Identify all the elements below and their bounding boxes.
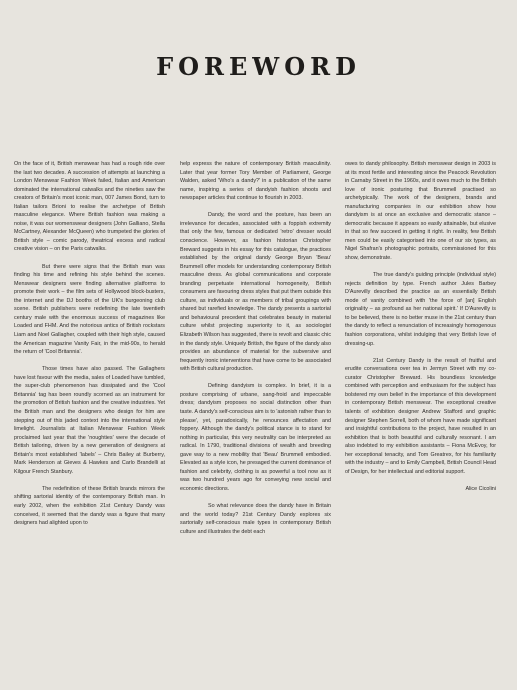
- paragraph: 21st Century Dandy is the result of fruitful and erudite conversations over tea in Jermyn Street with my co-curator Christopher Breward. His boundless knowledge combined with perception and enthusiasm for the subject has bolstered my own belief in the importance of this development in contemporary British menswear. The exceptional creative talents of exhibition designer Andrew Stafford and graphic designer Stephen Sorrell, both of whom have made significant and insightful contributions to the project, have resulted in an exhibition that is both beautiful and culturally resonant. I am also indebted to my exhibition assistants – Fiona McEvoy, for her exceptional tenacity, and Tom Greatrex, for his familiarity with the industry – and to Emily Campbell, British Council Head of Design, for her intellectual and editorial support.: [345, 357, 496, 475]
- text-column-1: [14, 160, 165, 536]
- paragraph: owes to dandy philosophy. British menswear design in 2003 is at its most fertile and interesting since the Peacock Revolution in Carnaby Street in the 1960s, and it owes much to the British love of ironic posturing that Brummell practised so archetypically. The work of the designers, brands and manufacturing companies in our exhibition show how dandyism is at once an exclusive and democratic stance – democratic because it appears so easily attainable, but elusive in that so few succeed in getting it right. In reality, few British men could be easily categorised into one of our six types, as Nigel Shafran's photographic portraits, commissioned for this show, demonstrate.: [345, 161, 496, 262]
- author-signature: Alice Cicolini: [465, 485, 496, 492]
- paragraph: Those times have also passed. The Gallaghers have lost favour with the media, sales of Loaded have tumbled, the super-club phenomenon has dissipated and the 'Cool Britannia' tag has been roundly scorned as an instrument for the promotion of British fashion and the creative industries. Yet the British man and the designers who design for him are stepping out of this jaded context into the international style limelight. Journalists at Italian Menswear Fashion Week proclaimed last year that the 'noughties' were the decade of British tailoring, driven by a new generation of designers at Britain's most established 'labels' – Chris Bailey at Burberry, Mark Henderson at Gieves & Hawkes and Carlo Brandelli at Kilgour French Stanbury.: [14, 366, 165, 475]
- paragraph: So what relevance does the dandy have in Britain and the world today? 21st Century Dandy explores six sartorially self-conscious male types in contemporary British culture and illustrates the debt each: [180, 503, 331, 535]
- text-column-3: [345, 160, 496, 502]
- paragraph: Dandy, the word and the posture, has been an irrelevance for decades, associated with a foppish extremity that only the few, famous or dedicated 'retro' dresser would conscience. However, as fashion historian Christopher Breward suggests in his essay for this catalogue, the practices established by the original dandy George Bryan 'Beau' Brummell offer models for understanding contemporary British masculine dress. As global communications and corporate branding perpetuate international homogeneity, British consumers are favouring dress styles that put them outside this culture, as individuals or as members of tribal groupings with shared but rarefied knowledge. The dandy presents a sartorial and behavioural precedent that celebrates beauty in material culture whilst projecting superiority to it, as sociologist Elizabeth Wilson has suggested, there is revolt and classic chic in the dandy style. Uniquely British, the figure of the dandy also provides an abundance of material for the subversive and frequently ironic interventions that have come to be associated with British cultural production.: [180, 212, 332, 373]
- paragraph: help express the nature of contemporary British masculinity. Later that year former Tory Member of Parliament, George Walden, asked 'Who's a dandy?' in a publication of the same name, inspiring a series of dandyish fashion shoots and newspaper articles that continue to flourish in 2003.: [180, 161, 331, 202]
- page-title: FOREWORD: [156, 52, 361, 81]
- paragraph: On the face of it, British menswear has had a rough ride over the last two decades. A succession of attempts at launching a London Menswear Fashion Week failed, Italian and American dominated the international catwalks and the nineties saw the creators of Britain's most iconic man, 007 James Bond, turn to Italian tailors Brioni to realise the archetype of British masculine elegance. Where British fashion was making a noise, it was our womenswear designers (John Galliano, Stella McCartney, Alexander McQueen) who trumpeted the glories of British style – comic parody, theatrical excess and radical creative vision – on the Paris catwalks.: [14, 161, 165, 253]
- paragraph: The true dandy's guiding principle (individual style) rejects definition by type. French author Jules Barbey D'Aurevilly described the practice as an essentially British mode of vanity combined with 'the force of [an] English originality – as profound as her national spirit.' If D'Aurevilly is to be believed, there is no better muse in the 21st century than the dandy to reflect a renunciation of increasingly homogenous fashion corporations, whilst indulging that very British love of dressing-up.: [345, 272, 496, 347]
- text-column-2: [180, 160, 331, 545]
- paragraph: The redefinition of these British brands mirrors the shifting sartorial identity of the contemporary British man. In early 2002, when the exhibition 21st Century Dandy was conceived, it seemed that the dandy was a figure that many designers had alighted upon to: [14, 485, 165, 527]
- paragraph: But there were signs that the British man was finding his time and refining his style behind the scenes. Menswear designers were finding alternative platforms to promote their work – the film sets of Hollywood block-busters, the internet and the DJ booths of the UK's burgeoning club scene. British publishers were redefining the late twentieth century male with the enormous success of magazines like Loaded and FHM. And the notorious antics of British rockstars Liam and Noel Gallagher, coupled with their high style, caused the American magazine Vanity Fair, in the mid-90s, to herald the return of 'Cool Britannia'.: [14, 263, 165, 356]
- paragraph: Defining dandyism is complex. In brief, it is a posture comprising of urbane, sang-froid and impeccable dress; dandyism proposes no social distinction other than taste. A dandy's self-conscious aim is to 'astonish rather than to please', yet, paradoxically, he renounces affectation and foppery. Although the dandy's political stance is to stand for nothing in particular, this very neutrality can be interpreted as radical. In 1790, traditional divisions of wealth and breeding gave way to a new mobility that 'Beau' Brummell embodied. Elevated as a style icon, he presaged the current dominance of fashion and celebrity, clothing is as powerful a tool now as it was two hundred years ago for conveying new social and economic directions.: [180, 383, 331, 492]
